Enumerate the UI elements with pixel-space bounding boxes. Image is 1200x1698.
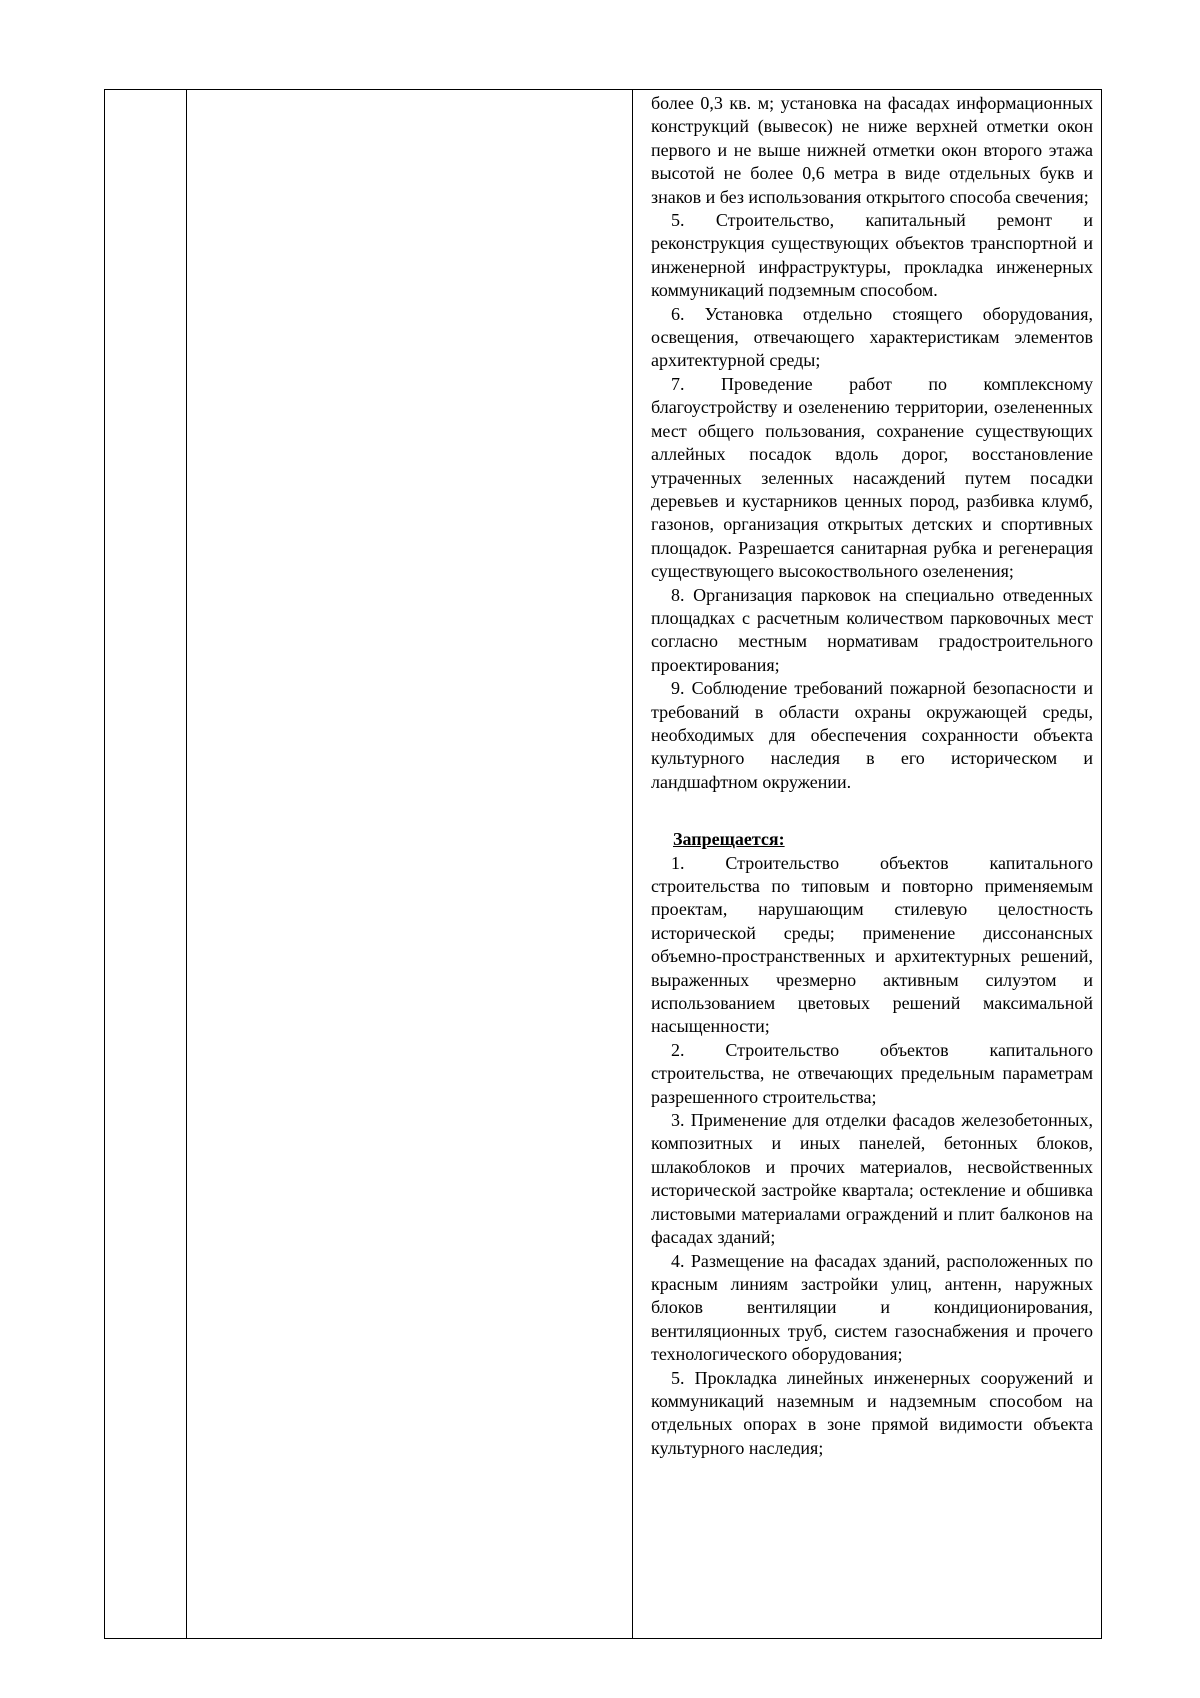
allowed-item-8: 8. Организация парковок на специально отведенных площадках с расчетным количеством парковочных мест согласно местным нормативам градостроительного проектирования; <box>651 584 1093 675</box>
prohibited-item-1: 1. Строительство объектов капитального строительства по типовым и повторно применяемым проектам, нарушающим стилевую целостность исторической среды; применение диссонансных объемно-пространственных и архитектурных решений, выраженных чрезмерно активным силуэтом и использованием цветовых решений максимальной насыщенности; <box>651 852 1093 1037</box>
allowed-continuation: более 0,3 кв. м; установка на фасадах информационных конструкций (вывесок) не ниже верхней отметки окон первого и не выше нижней отметки окон второго этажа высотой не более 0,6 метра в виде отдельных букв и знаков и без использования открытого способа свечения; <box>651 93 1093 207</box>
allowed-item-7: 7. Проведение работ по комплексному благоустройству и озеленению территории, озелененных мест общего пользования, сохранение существующих аллейных посадок вдоль дорог, восстановление утраченных зеленных насаждений путем посадки деревьев и кустарников ценных пород, разбивка клумб, газонов, организация открытых детских и спортивных площадок. Разрешается санитарная рубка и регенерация существующего высокоствольного озеленения; <box>651 373 1093 582</box>
column-divider-1 <box>186 90 187 1638</box>
requirements-cell <box>651 92 1093 1460</box>
allowed-item-6: 6. Установка отдельно стоящего оборудования, освещения, отвечающего характеристикам элементов архитектурной среды; <box>651 303 1093 371</box>
allowed-item-5: 5. Строительство, капитальный ремонт и реконструкция существующих объектов транспортной и инженерной инфраструктуры, прокладка инженерных коммуникаций подземным способом. <box>651 210 1093 301</box>
table-frame <box>104 89 1102 1639</box>
prohibited-item-2: 2. Строительство объектов капитального строительства, не отвечающих предельным параметрам разрешенного строительства; <box>651 1039 1093 1107</box>
prohibited-heading: Запрещается: <box>673 829 785 850</box>
prohibited-item-3: 3. Применение для отделки фасадов железобетонных, композитных и иных панелей, бетонных блоков, шлакоблоков и прочих материалов, несвойственных исторической застройке квартала; остекление и обшивка листовыми материалами ограждений и плит балконов на фасадах зданий; <box>651 1110 1093 1248</box>
prohibited-item-5: 5. Прокладка линейных инженерных сооружений и коммуникаций наземным и надземным способом на отдельных опорах в зоне прямой видимости объекта культурного наследия; <box>651 1367 1093 1458</box>
prohibited-item-4: 4. Размещение на фасадах зданий, расположенных по красным линиям застройки улиц, антенн, наружных блоков вентиляции и кондиционирования, вентиляционных труб, систем газоснабжения и прочего технологического оборудования; <box>651 1250 1093 1365</box>
allowed-item-9: 9. Соблюдение требований пожарной безопасности и требований в области охраны окружающей среды, необходимых для обеспечения сохранности объекта культурного наследия в его историческом и ландшафтном окружении. <box>651 678 1093 792</box>
column-divider-2 <box>632 90 633 1638</box>
